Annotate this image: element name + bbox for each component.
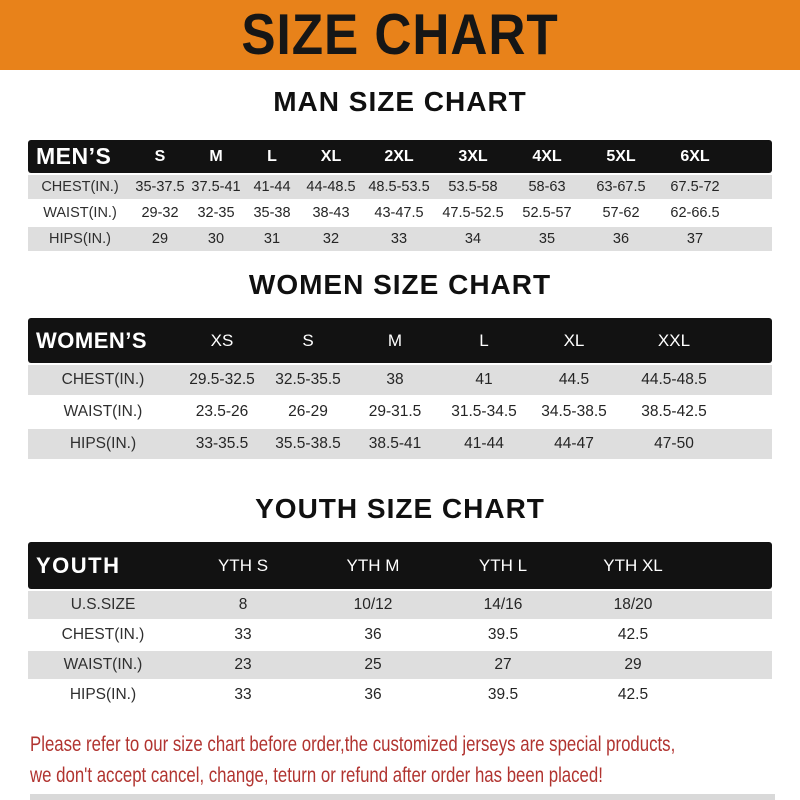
youth-size-table [28, 542, 772, 709]
column-header: 6XL [680, 147, 710, 165]
row-label: U.S.SIZE [70, 596, 136, 613]
table-row [28, 651, 772, 679]
man-section-title: MAN SIZE CHART [273, 86, 527, 117]
column-header: YTH XL [603, 555, 663, 575]
youth-table-header [28, 542, 772, 589]
bottom-divider [30, 794, 775, 800]
table-cell: 33 [234, 686, 252, 703]
table-cell: 23 [234, 656, 252, 673]
banner-title: SIZE CHART [241, 3, 559, 67]
table-cell: 30 [207, 231, 225, 247]
table-cell: 38 [386, 371, 404, 388]
table-cell: 44-47 [554, 435, 594, 452]
column-header: XL [563, 330, 585, 350]
table-cell: 38-43 [312, 205, 350, 221]
size-chart-banner [0, 0, 800, 70]
column-header: S [154, 147, 166, 165]
table-row [28, 681, 772, 709]
column-header: 5XL [606, 147, 636, 165]
table-row [28, 621, 772, 649]
table-cell: 67.5-72 [670, 179, 720, 195]
column-header: L [267, 147, 277, 165]
column-header: YTH L [478, 555, 528, 575]
table-cell: 48.5-53.5 [368, 179, 430, 195]
table-cell: 35-37.5 [135, 179, 185, 195]
table-cell: 47-50 [654, 435, 694, 452]
table-cell: 39.5 [487, 626, 519, 643]
row-label: WAIST(IN.) [63, 403, 143, 420]
table-cell: 44-48.5 [306, 179, 356, 195]
table-cell: 31.5-34.5 [451, 403, 517, 420]
table-cell: 58-63 [528, 179, 566, 195]
table-cell: 52.5-57 [522, 205, 572, 221]
table-cell: 36 [364, 626, 382, 643]
table-cell: 36 [612, 231, 630, 247]
table-row [28, 429, 772, 459]
womens-size-table [28, 318, 772, 459]
column-header: S [302, 330, 314, 350]
mens-size-table [28, 140, 772, 251]
table-cell: 39.5 [487, 686, 519, 703]
table-cell: 47.5-52.5 [442, 205, 504, 221]
table-cell: 38.5-41 [368, 435, 422, 452]
disclaimer-line-2: we don't accept cancel, change, teturn or refund after order has been placed! [30, 764, 603, 787]
table-cell: 26-29 [288, 403, 328, 420]
table-cell: 29 [151, 231, 169, 247]
column-header: XL [320, 147, 342, 165]
table-cell: 10/12 [353, 596, 393, 613]
table-cell: 29-31.5 [368, 403, 422, 420]
column-header: YTH M [346, 555, 400, 575]
column-header: 2XL [384, 147, 414, 165]
table-cell: 31 [263, 231, 281, 247]
table-cell: 25 [364, 656, 382, 673]
table-cell: 32 [322, 231, 340, 247]
row-label: CHEST(IN.) [61, 626, 145, 643]
disclaimer [0, 729, 800, 791]
table-cell: 33-35.5 [195, 435, 249, 452]
row-label: CHEST(IN.) [41, 179, 119, 195]
table-cell: 35.5-38.5 [275, 435, 341, 452]
row-label: HIPS(IN.) [69, 686, 137, 703]
table-row [28, 397, 772, 427]
mens-table-label: MEN’S [36, 143, 112, 169]
womens-table-label: WOMEN’S [36, 327, 148, 353]
table-row [28, 591, 772, 619]
table-cell: 41 [475, 371, 493, 388]
table-cell: 44.5 [558, 371, 590, 388]
mens-table-header [28, 140, 772, 173]
table-cell: 43-47.5 [374, 205, 424, 221]
table-cell: 44.5-48.5 [641, 371, 707, 388]
table-cell: 42.5 [617, 686, 649, 703]
table-cell: 29 [624, 656, 642, 673]
youth-section-title: YOUTH SIZE CHART [255, 493, 545, 524]
column-header: L [479, 330, 489, 350]
table-cell: 41-44 [464, 435, 504, 452]
column-header: XXL [657, 330, 691, 350]
table-row [28, 201, 772, 225]
row-label: CHEST(IN.) [61, 371, 145, 388]
column-header: M [209, 147, 223, 165]
table-cell: 36 [364, 686, 382, 703]
table-cell: 37 [686, 231, 704, 247]
table-cell: 37.5-41 [191, 179, 241, 195]
table-row [28, 175, 772, 199]
youth-table-label: YOUTH [36, 552, 121, 578]
table-cell: 33 [390, 231, 408, 247]
table-cell: 18/20 [613, 596, 653, 613]
table-cell: 34.5-38.5 [541, 403, 607, 420]
row-label: HIPS(IN.) [69, 435, 137, 452]
table-cell: 29-32 [141, 205, 179, 221]
table-cell: 41-44 [253, 179, 291, 195]
table-cell: 57-62 [602, 205, 640, 221]
womens-table-header [28, 318, 772, 363]
table-cell: 35 [538, 231, 556, 247]
row-label: HIPS(IN.) [48, 231, 112, 247]
table-cell: 62-66.5 [670, 205, 720, 221]
table-cell: 35-38 [253, 205, 291, 221]
table-cell: 14/16 [483, 596, 523, 613]
table-cell: 8 [238, 596, 248, 613]
table-cell: 42.5 [617, 626, 649, 643]
table-cell: 29.5-32.5 [189, 371, 255, 388]
column-header: M [387, 330, 403, 350]
column-header: XS [210, 330, 234, 350]
disclaimer-line-1: Please refer to our size chart before order,the customized jerseys are special products, [30, 733, 676, 756]
table-cell: 33 [234, 626, 252, 643]
column-header: 3XL [458, 147, 488, 165]
table-cell: 34 [464, 231, 482, 247]
table-cell: 63-67.5 [596, 179, 646, 195]
row-label: WAIST(IN.) [63, 656, 143, 673]
table-row [28, 365, 772, 395]
column-header: YTH S [217, 555, 269, 575]
table-cell: 32.5-35.5 [275, 371, 341, 388]
column-header: 4XL [532, 147, 562, 165]
table-cell: 38.5-42.5 [641, 403, 707, 420]
women-section-title: WOMEN SIZE CHART [248, 269, 552, 300]
row-label: WAIST(IN.) [43, 205, 117, 221]
table-cell: 32-35 [197, 205, 235, 221]
table-cell: 23.5-26 [195, 403, 249, 420]
table-cell: 53.5-58 [448, 179, 498, 195]
table-cell: 27 [494, 656, 512, 673]
table-row [28, 227, 772, 251]
